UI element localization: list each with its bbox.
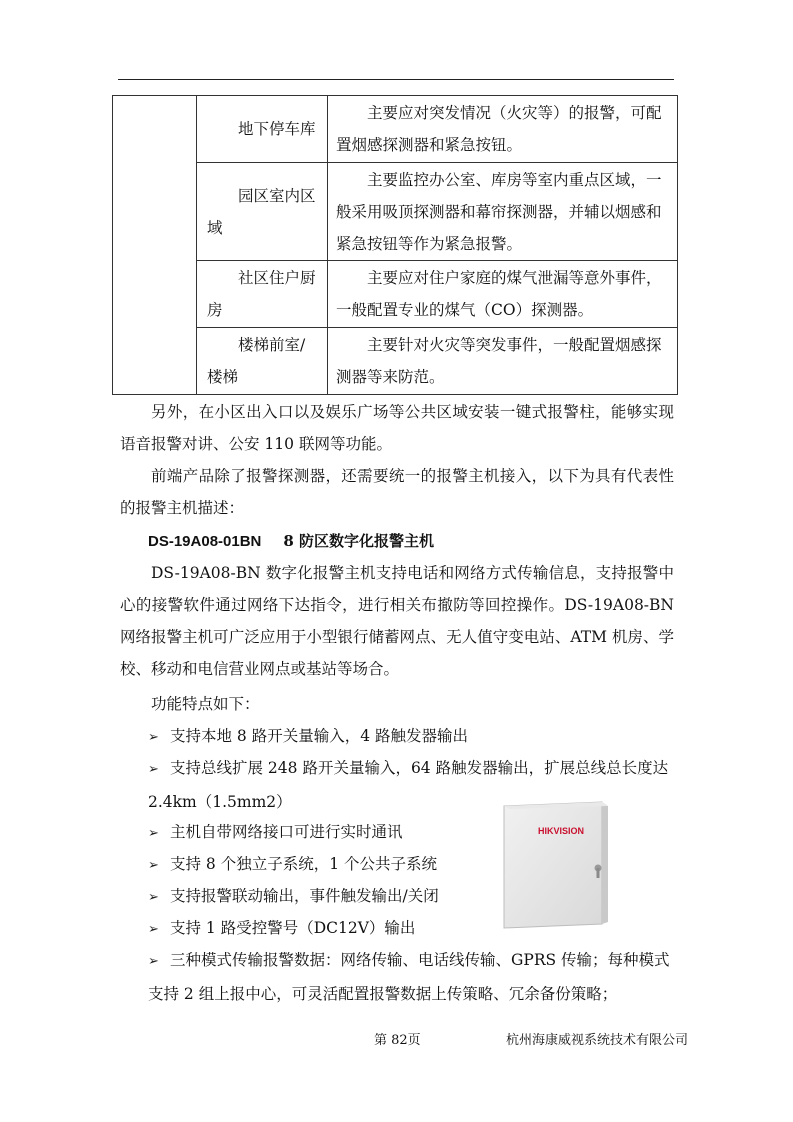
place-cell: 社区住户厨房 (197, 261, 328, 328)
arrow-bullet-icon: ➢ (148, 922, 159, 937)
table-row (113, 163, 678, 261)
paragraph-public-area: 另外，在小区出入口以及娱乐广场等公共区域安装一键式报警柱，能够实现语音报警对讲、公安 110 联网等功能。 (120, 403, 674, 453)
merged-category-cell (113, 96, 197, 395)
arrow-bullet-icon: ➢ (148, 762, 159, 777)
list-item: ➢ 支持本地 8 路开关量输入，4 路触发器输出 (148, 720, 468, 754)
header-rule (118, 79, 674, 80)
arrow-bullet-icon: ➢ (148, 954, 159, 969)
product-model: DS-19A08-01BN (148, 533, 262, 550)
list-item: ➢ 支持报警联动输出，事件触发输出/关闭 (148, 880, 439, 914)
table-row (113, 261, 678, 328)
place-cell: 园区室内区域 (197, 163, 328, 261)
table-row (113, 96, 678, 163)
list-item: ➢ 支持 8 个独立子系统，1 个公共子系统 (148, 848, 437, 882)
place-cell: 地下停车库 (197, 96, 328, 163)
footer-company: 杭州海康威视系统技术有限公司 (506, 1033, 689, 1048)
alarm-host-image (498, 800, 610, 930)
desc-cell: 主要针对火灾等突发事件，一般配置烟感探测器等来防范。 (328, 328, 678, 395)
list-item: ➢ 支持 1 路受控警号（DC12V）输出 (148, 912, 415, 946)
footer-page-number: 第 82页 (374, 1033, 421, 1048)
features-intro: 功能特点如下： (151, 695, 260, 713)
list-item: ➢ 支持总线扩展 248 路开关量输入，64 路触发器输出，扩展总线总长度达 2.4km（1.5mm2） (148, 752, 674, 818)
list-item: ➢ 主机自带网络接口可进行实时通讯 (148, 816, 403, 850)
arrow-bullet-icon: ➢ (148, 858, 159, 873)
desc-cell: 主要监控办公室、库房等室内重点区域，一般采用吸顶探测器和幕帘探测器，并辅以烟感和紧急按钮等作为紧急报警。 (328, 163, 678, 261)
product-heading (148, 525, 434, 558)
brand-logo: HIKVISION (538, 826, 585, 836)
place-cell: 楼梯前室/楼梯 (197, 328, 328, 395)
table-row (113, 328, 678, 395)
paragraph-host-intro: 前端产品除了报警探测器，还需要统一的报警主机接入，以下为具有代表性的报警主机描述： (120, 467, 674, 517)
product-title: 8 防区数字化报警主机 (283, 532, 435, 550)
arrow-bullet-icon: ➢ (148, 730, 159, 745)
arrow-bullet-icon: ➢ (148, 826, 159, 841)
alarm-config-table (112, 95, 678, 395)
list-item: ➢ 三种模式传输报警数据：网络传输、电话线传输、GPRS 传输；每种模式支持 2 组上报中心，可灵活配置报警数据上传策略、冗余备份策略； (148, 944, 674, 1010)
arrow-bullet-icon: ➢ (148, 890, 159, 905)
desc-cell: 主要应对突发情况（火灾等）的报警，可配置烟感探测器和紧急按钮。 (328, 96, 678, 163)
desc-cell: 主要应对住户家庭的煤气泄漏等意外事件，一般配置专业的煤气（CO）探测器。 (328, 261, 678, 328)
paragraph-product-desc: DS-19A08-BN 数字化报警主机支持电话和网络方式传输信息，支持报警中心的接警软件通过网络下达指令，进行相关布撤防等回控操作。DS-19A08-BN 网络报警主机可广泛应用于小型银行储蓄网点、无人值守变电站、ATM 机房、学校、移动和电信营业网点或基站等场合。 (120, 564, 674, 678)
